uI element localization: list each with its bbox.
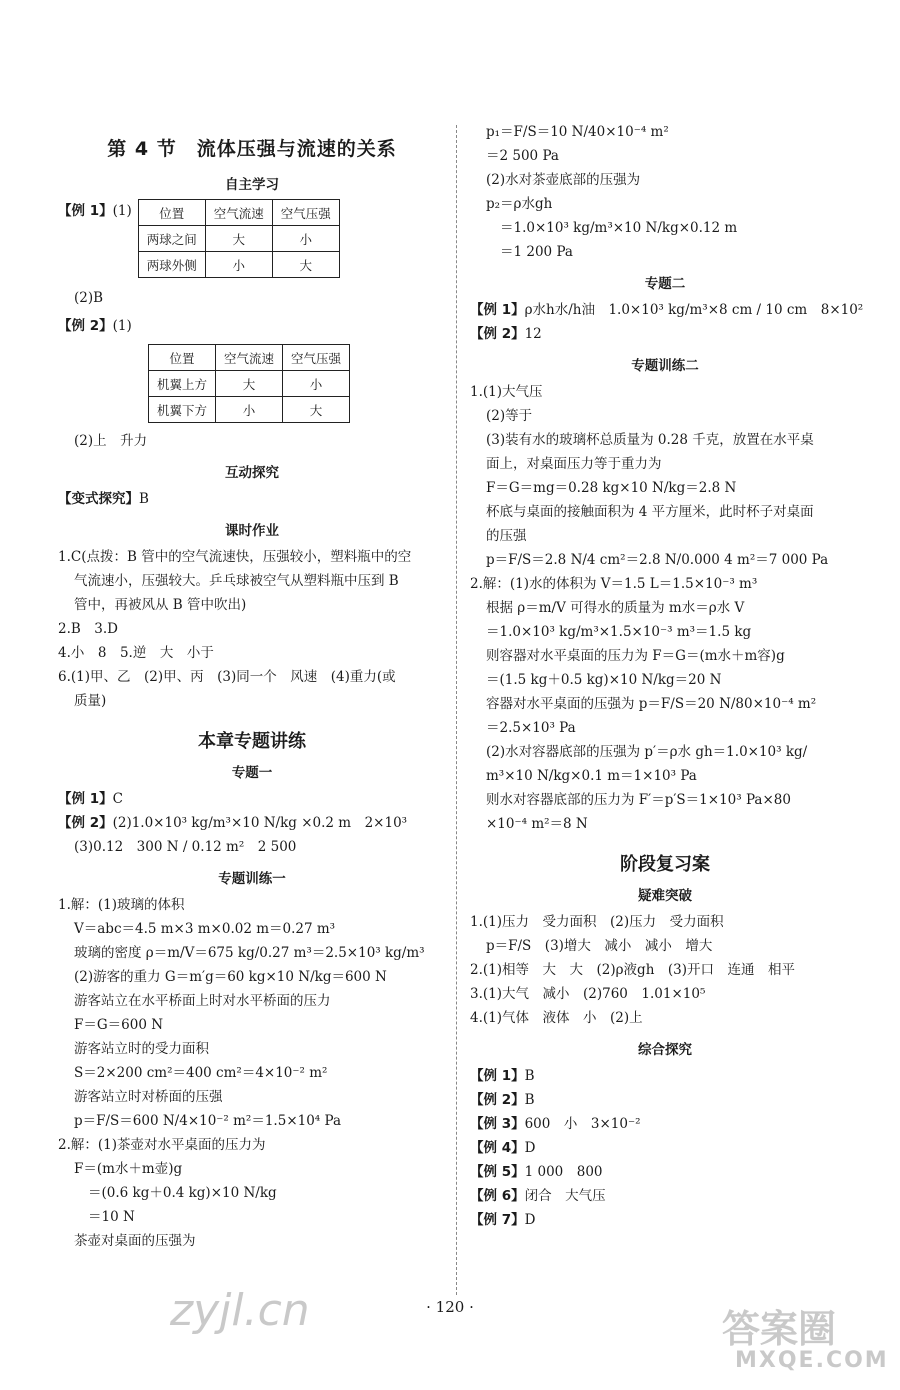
review-line: 1.(1)压力 受力面积 (2)压力 受力面积 <box>470 914 724 930</box>
answer-text: B <box>139 491 149 507</box>
solution-line: ＝1.0×10³ kg/m³×1.5×10⁻³ m³＝1.5 kg <box>486 624 752 640</box>
watermark-right-bottom: MXQE.COM <box>735 1348 889 1373</box>
example-label: 【例 2】 <box>470 326 525 342</box>
subtitle-xunlian-1: 专题训练一 <box>218 871 286 887</box>
zonghe-example <box>470 1064 860 1088</box>
table-cell: 两球之间 <box>138 226 205 252</box>
example-label: 【例 1】 <box>470 302 525 318</box>
table-cell: 两球外侧 <box>138 252 205 278</box>
solution-line: m³×10 N/kg×0.1 m＝1×10³ Pa <box>486 768 697 784</box>
solution-line: 游客站立时对桥面的压强 <box>74 1089 223 1105</box>
answer-text: C <box>112 791 123 807</box>
answer-line: (2)上 升力 <box>74 433 148 449</box>
zonghe-example <box>470 1160 860 1184</box>
answer-text: 12 <box>524 326 542 342</box>
example-label: 【例 4】 <box>470 1140 525 1156</box>
solution-line: p₂＝ρ水gh <box>486 196 553 212</box>
watermark-left: zyjl.cn <box>170 1285 310 1336</box>
solution-line: (2)等于 <box>486 408 533 424</box>
example-1 <box>58 199 446 278</box>
subtitle-zizhu: 自主学习 <box>225 177 279 193</box>
solution-line: 2.解：(1)水的体积为 V＝1.5 L＝1.5×10⁻³ m³ <box>470 576 758 592</box>
table-row <box>149 397 350 423</box>
example-label: 【变式探究】 <box>58 491 139 507</box>
subtitle-yinan: 疑难突破 <box>638 888 692 904</box>
table-cell: 机翼下方 <box>149 397 216 423</box>
table-header-row <box>149 345 350 371</box>
solution-line: (3)装有水的玻璃杯总质量为 0.28 千克，放置在水平桌 <box>486 432 814 448</box>
subtitle-zonghe: 综合探究 <box>638 1042 692 1058</box>
table-cell: 大 <box>216 371 283 397</box>
homework-line: 质量) <box>74 693 107 709</box>
table-cell: 位置 <box>138 200 205 226</box>
zt2-example-1 <box>470 298 864 322</box>
example-2-table-wrap <box>58 344 446 423</box>
solution-line: 杯底与桌面的接触面积为 4 平方厘米，此时杯子对桌面 <box>486 504 814 520</box>
table-cell: 位置 <box>149 345 216 371</box>
table-cell: 空气流速 <box>216 345 283 371</box>
answer-text: D <box>524 1212 536 1228</box>
subtitle-keshi: 课时作业 <box>225 523 279 539</box>
table-cell: 小 <box>283 371 350 397</box>
solution-line: ×10⁻⁴ m²＝8 N <box>486 816 588 832</box>
table-cell: 小 <box>205 252 272 278</box>
solution-line: ＝10 N <box>88 1209 135 1225</box>
zonghe-example <box>470 1112 860 1136</box>
table-cell: 小 <box>216 397 283 423</box>
solution-line: 1.解：(1)玻璃的体积 <box>58 897 185 913</box>
example-label: 【例 3】 <box>470 1116 525 1132</box>
solution-line: 玻璃的密度 ρ＝m/V＝675 kg/0.27 m³＝2.5×10³ kg/m³ <box>74 945 425 961</box>
solution-line: (2)水对容器底部的压强为 p′＝ρ水 gh＝1.0×10³ kg/ <box>486 744 808 760</box>
solution-line: F＝G＝600 N <box>74 1017 164 1033</box>
subtitle-zhuanti-2: 专题二 <box>644 276 686 292</box>
example-label: 【例 1】 <box>470 1068 525 1084</box>
solution-line: 1.(1)大气压 <box>470 384 543 400</box>
example-label: 【例 7】 <box>470 1212 525 1228</box>
solution-line: 游客站立时的受力面积 <box>74 1041 209 1057</box>
page-number: · 120 · <box>426 1298 474 1316</box>
solution-line: 2.解：(1)茶壶对水平桌面的压力为 <box>58 1137 266 1153</box>
table-row <box>138 252 339 278</box>
solution-line: (2)游客的重力 G＝m′g＝60 kg×10 N/kg＝600 N <box>74 969 387 985</box>
example-label: 【例 6】 <box>470 1188 525 1204</box>
review-line: 3.(1)大气 减小 (2)760 1.01×10⁵ <box>470 986 706 1002</box>
review-line: 2.(1)相等 大 大 (2)ρ液gh (3)开口 连通 相平 <box>470 962 796 978</box>
example-label: 【例 1】 <box>58 203 113 219</box>
example-part: (1) <box>112 318 132 334</box>
zonghe-example <box>470 1184 860 1208</box>
chapter-title: 本章专题讲练 <box>198 731 306 752</box>
solution-line: (2)水对茶壶底部的压强为 <box>486 172 641 188</box>
solution-line: ＝2 500 Pa <box>486 148 559 164</box>
example-2-label-line <box>58 314 446 338</box>
answer-line: (2)B <box>74 290 104 306</box>
watermark-right-top: 答案圈 <box>722 1307 837 1351</box>
table-cell: 空气流速 <box>205 200 272 226</box>
answer-text: D <box>524 1140 536 1156</box>
answer-text: 600 小 3×10⁻² <box>524 1116 641 1132</box>
table-header-row <box>138 200 339 226</box>
homework-line: 管中，再被风从 B 管中吹出) <box>74 597 247 613</box>
table-cell: 大 <box>272 252 339 278</box>
solution-line: ＝1 200 Pa <box>500 244 573 260</box>
solution-line: 根据 ρ＝m/V 可得水的质量为 m水＝ρ水 V <box>486 600 745 616</box>
table-cell: 空气压强 <box>283 345 350 371</box>
homework-line: 4.小 8 5.逆 大 小于 <box>58 645 214 661</box>
review-line: p＝F/S (3)增大 减小 减小 增大 <box>486 938 713 954</box>
homework-line: 1.C(点拨：B 管中的空气流速快，压强较小，塑料瓶中的空 <box>58 549 412 565</box>
answer-text: (2)1.0×10³ kg/m³×10 N/kg ×0.2 m 2×10³ <box>112 815 408 831</box>
subtitle-xunlian-2: 专题训练二 <box>631 358 699 374</box>
solution-line: V＝abc＝4.5 m×3 m×0.02 m＝0.27 m³ <box>74 921 336 937</box>
solution-line: ＝(0.6 kg＋0.4 kg)×10 N/kg <box>88 1185 277 1201</box>
table-cell: 小 <box>272 226 339 252</box>
solution-line: 容器对水平桌面的压强为 p＝F/S＝20 N/80×10⁻⁴ m² <box>486 696 817 712</box>
solution-line: 游客站立在水平桥面上时对水平桥面的压力 <box>74 993 331 1009</box>
solution-line: 的压强 <box>486 528 527 544</box>
zonghe-example <box>470 1088 860 1112</box>
example-part: (1) <box>112 203 132 219</box>
solution-line: ＝1.0×10³ kg/m³×10 N/kg×0.12 m <box>500 220 738 236</box>
zonghe-example <box>470 1136 860 1160</box>
zt1-example-1 <box>58 787 446 811</box>
table-cell: 大 <box>283 397 350 423</box>
example-label: 【例 5】 <box>470 1164 525 1180</box>
table-row <box>138 226 339 252</box>
review-title: 阶段复习案 <box>620 854 710 875</box>
section-title: 第 4 节 流体压强与流速的关系 <box>107 138 397 160</box>
example-label: 【例 1】 <box>58 791 113 807</box>
table-row <box>149 371 350 397</box>
homework-line: 2.B 3.D <box>58 621 119 637</box>
answer-text: 1 000 800 <box>524 1164 603 1180</box>
solution-line: p＝F/S＝2.8 N/4 cm²＝2.8 N/0.000 4 m²＝7 000 Pa <box>486 552 829 568</box>
table-ball-pressure <box>138 199 340 278</box>
example-label: 【例 2】 <box>470 1092 525 1108</box>
answer-text: 闭合 大气压 <box>524 1188 606 1204</box>
right-column <box>470 120 864 1232</box>
solution-line: 面上，对桌面压力等于重力为 <box>486 456 662 472</box>
solution-line: ＝2.5×10³ Pa <box>486 720 576 736</box>
table-cell: 空气压强 <box>272 200 339 226</box>
example-label: 【例 2】 <box>58 815 113 831</box>
answer-text: B <box>524 1092 535 1108</box>
zt1-example-2 <box>58 811 446 835</box>
zonghe-example <box>470 1208 860 1232</box>
left-column <box>58 120 446 1253</box>
solution-line: S＝2×200 cm²＝400 cm²＝4×10⁻² m² <box>74 1065 328 1081</box>
homework-line: 6.(1)甲、乙 (2)甲、丙 (3)同一个 风速 (4)重力(或 <box>58 669 396 685</box>
solution-line: p₁＝F/S＝10 N/40×10⁻⁴ m² <box>486 124 669 140</box>
review-line: 4.(1)气体 液体 小 (2)上 <box>470 1010 643 1026</box>
subtitle-hudong: 互动探究 <box>225 465 279 481</box>
solution-line: F＝G＝mg＝0.28 kg×10 N/kg＝2.8 N <box>486 480 737 496</box>
column-divider <box>456 125 457 1295</box>
solution-line: 则容器对水平桌面的压力为 F＝G＝(m水＋m容)g <box>486 648 785 664</box>
answer-text: ρ水h水/h油 1.0×10³ kg/m³×8 cm / 10 cm 8×10² <box>524 302 864 318</box>
answer-text: B <box>524 1068 535 1084</box>
subtitle-zhuanti-1: 专题一 <box>231 765 273 781</box>
solution-line: 则水对容器底部的压力为 F′＝p′S＝1×10³ Pa×80 <box>486 792 791 808</box>
solution-line: p＝F/S＝600 N/4×10⁻² m²＝1.5×10⁴ Pa <box>74 1113 342 1129</box>
table-cell: 大 <box>205 226 272 252</box>
solution-line: F＝(m水＋m壶)g <box>74 1161 183 1177</box>
solution-line: ＝(1.5 kg＋0.5 kg)×10 N/kg＝20 N <box>486 672 722 688</box>
bianshi-line <box>58 487 446 511</box>
example-label: 【例 2】 <box>58 318 113 334</box>
zt2-example-2 <box>470 322 860 346</box>
solution-line: 茶壶对桌面的压强为 <box>74 1233 196 1249</box>
table-wing-pressure <box>148 344 350 423</box>
table-cell: 机翼上方 <box>149 371 216 397</box>
answer-line: (3)0.12 300 N / 0.12 m² 2 500 <box>74 839 297 855</box>
homework-line: 气流速小，压强较大。乒乓球被空气从塑料瓶中压到 B <box>74 573 399 589</box>
